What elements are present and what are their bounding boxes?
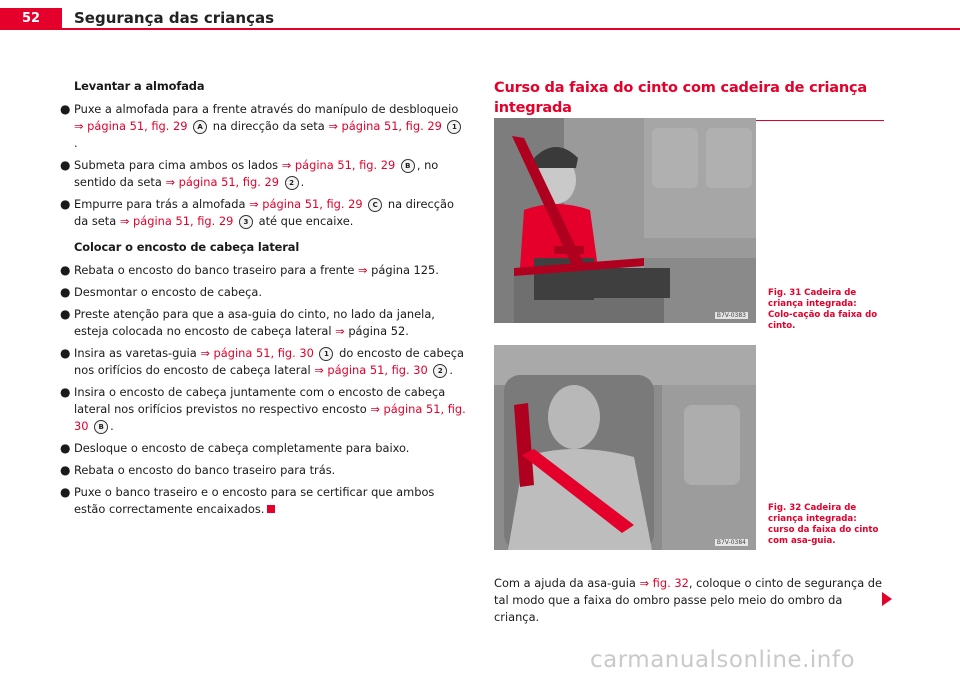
page-header xyxy=(0,0,960,30)
figure-31-photo xyxy=(494,118,756,323)
step-check-guide: ● Preste atenção para que a asa-guia do cinto, no lado da janela, esteja colocada no encosto de cabeça lateral ⇒ página 52. xyxy=(60,307,435,338)
child-seat-belt-illustration xyxy=(494,118,756,323)
bullet-icon: ● xyxy=(60,158,71,172)
watermark-text: carmanualsonline.info xyxy=(590,647,856,673)
ref-link[interactable]: página 51, fig. 29 xyxy=(294,158,396,172)
arrow-right-icon: ⇒ xyxy=(119,214,130,228)
arrow-right-icon: ⇒ xyxy=(200,346,210,360)
bullet-icon: ● xyxy=(60,385,71,399)
callout-badge: C xyxy=(368,198,382,212)
bullet-icon: ● xyxy=(60,307,71,321)
figure-32-photo xyxy=(494,345,756,550)
bullet-icon: ● xyxy=(60,285,71,299)
bullet-icon: ● xyxy=(60,485,71,499)
callout-badge: B xyxy=(94,420,108,434)
ref-link[interactable]: página 51, fig. 29 xyxy=(262,197,363,211)
belt-guide-paragraph: Com a ajuda da asa-guia ⇒ fig. 32, coloque o cinto de segurança de tal modo que a faixa do ombro passe pelo meio do ombro da criança. xyxy=(494,576,883,624)
right-section-heading xyxy=(494,78,884,121)
arrow-right-icon: ⇒ xyxy=(281,158,292,172)
step-insert-rods: ● Insira as varetas-guia ⇒ página 51, fig. 30 1 do encosto de cabeça nos orifícios do encosto de cabeça lateral ⇒ página 51, fig. 30 2 . xyxy=(60,346,464,377)
figure-code: B7V-0383 xyxy=(716,312,746,319)
ref-link[interactable]: página 51, fig. 29 xyxy=(341,119,442,133)
subheading-side-headrest: Colocar o encosto de cabeça lateral xyxy=(74,240,300,254)
belt-guide-illustration xyxy=(494,345,756,550)
ref-link[interactable]: página 51, fig. 30 xyxy=(74,402,466,433)
bullet-icon: ● xyxy=(60,463,71,477)
arrow-right-icon: ⇒ xyxy=(314,363,324,377)
arrow-right-icon: ⇒ xyxy=(335,324,345,338)
callout-badge: 1 xyxy=(319,347,333,361)
arrow-right-icon: ⇒ xyxy=(328,119,338,133)
ref-link[interactable]: fig. 32 xyxy=(652,576,689,590)
figure-32-caption: Fig. 32 Cadeira de criança integrada: curso da faixa do cinto com asa-guia. xyxy=(768,503,879,546)
left-column xyxy=(60,78,466,523)
page-number: 52 xyxy=(0,8,62,30)
step-push-cushion: ● Empurre para trás a almofada ⇒ página 51, fig. 29 C na direcção da seta ⇒ página 51, fig. 29 3 até que encaixe. xyxy=(60,197,454,228)
header-rule xyxy=(62,28,960,30)
arrow-right-icon: ⇒ xyxy=(357,263,368,277)
figure-code: B7V-0384 xyxy=(716,539,746,546)
figure-31-caption: Fig. 31 Cadeira de criança integrada: Colo-cação da faixa do cinto. xyxy=(768,288,878,331)
step-lift-sides: ● Submeta para cima ambos os lados ⇒ página 51, fig. 29 B , no sentido da seta ⇒ página 51, fig. 29 2 . xyxy=(60,158,439,189)
bullet-icon: ● xyxy=(60,441,71,455)
section-title: Segurança das crianças xyxy=(74,9,275,27)
ref-link[interactable]: página 51, fig. 30 xyxy=(327,363,428,377)
step-fold-back: ● Rebata o encosto do banco traseiro para trás. xyxy=(60,463,336,477)
ref-link[interactable]: página 51, fig. 29 xyxy=(178,175,279,189)
ref-link[interactable]: página 51, fig. 30 xyxy=(213,346,314,360)
callout-badge: 1 xyxy=(447,120,461,134)
section-end-icon xyxy=(267,505,275,513)
arrow-right-icon: ⇒ xyxy=(370,402,380,416)
callout-badge: 2 xyxy=(285,176,299,190)
step-fold-backrest: ● Rebata o encosto do banco traseiro para a frente ⇒ página 125. xyxy=(60,263,439,277)
arrow-right-icon: ⇒ xyxy=(165,175,176,189)
continue-arrow-icon xyxy=(882,592,892,606)
arrow-right-icon: ⇒ xyxy=(74,119,84,133)
step-insert-headrest: ● Insira o encosto de cabeça juntamente com o encosto de cabeça lateral nos orifícios previstos no respectivo encosto ⇒ página 51, fig. 30 B . xyxy=(60,385,466,433)
step-verify-lock: ● Puxe o banco traseiro e o encosto para se certificar que ambos estão correctamente encaixados. xyxy=(60,485,435,516)
callout-badge: 2 xyxy=(433,364,447,378)
ref-link[interactable]: página 51, fig. 29 xyxy=(87,119,188,133)
arrow-right-icon: ⇒ xyxy=(639,576,650,590)
step-lower-headrest: ● Desloque o encosto de cabeça completamente para baixo. xyxy=(60,441,410,455)
bullet-icon: ● xyxy=(60,263,71,277)
callout-badge: 3 xyxy=(239,215,253,229)
right-section-title: Curso da faixa do cinto com cadeira de criança integrada xyxy=(494,80,867,116)
bullet-icon: ● xyxy=(60,102,71,116)
subheading-raise-cushion: Levantar a almofada xyxy=(74,79,205,93)
step-pull-cushion: ● Puxe a almofada para a frente através do manípulo de desbloqueio ⇒ página 51, fig. 29 A na direcção da seta ⇒ página 51, fig. 29 1. xyxy=(74,101,466,152)
bullet-icon: ● xyxy=(60,346,71,360)
step-remove-headrest: ● Desmontar o encosto de cabeça. xyxy=(60,285,262,299)
ref-link[interactable]: página 51, fig. 29 xyxy=(133,214,234,228)
arrow-right-icon: ⇒ xyxy=(249,197,259,211)
callout-badge: B xyxy=(401,159,415,173)
callout-badge: A xyxy=(193,120,207,134)
bullet-icon: ● xyxy=(60,197,71,211)
